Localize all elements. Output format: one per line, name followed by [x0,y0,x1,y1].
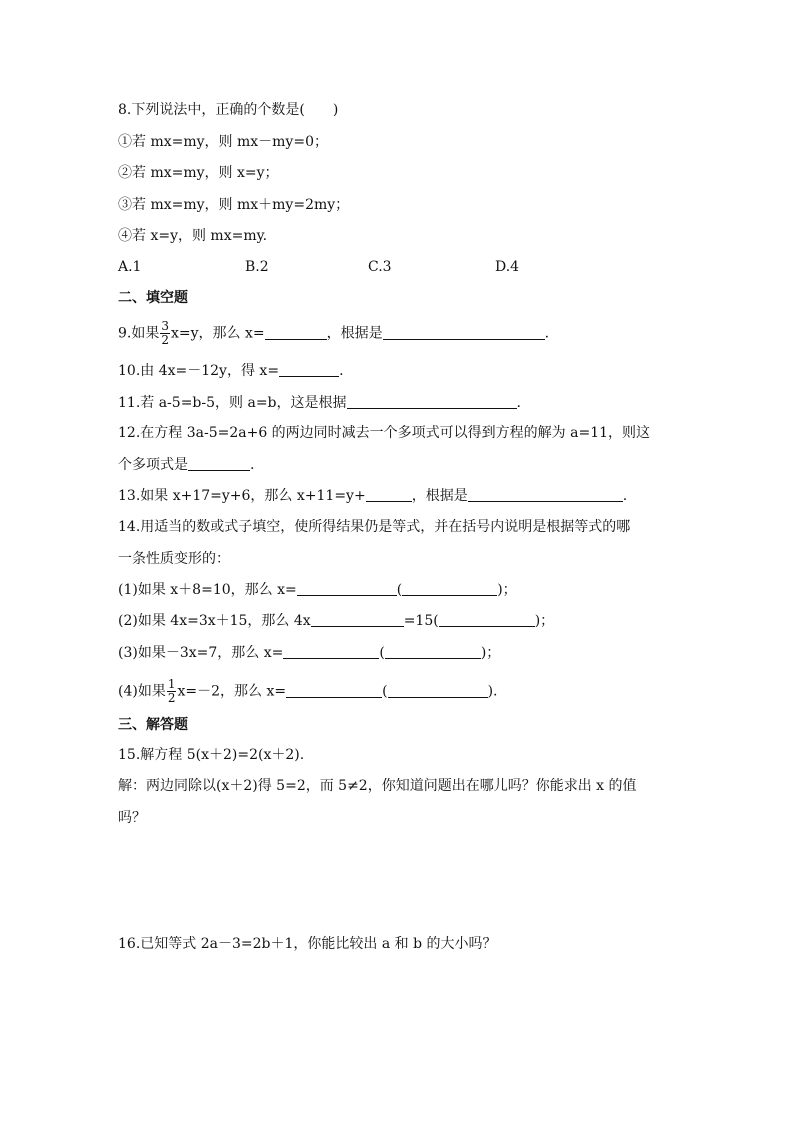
q14-p1-open: ( [396,582,403,598]
q14-p4-mid: x=－2，那么 x= [177,683,287,700]
q12-line-2 [118,457,254,473]
q14-p1-prefix: (1)如果 x＋8=10，那么 x= [118,582,297,598]
q14-p4-fraction [167,678,177,705]
q9-blank-reason[interactable] [383,326,545,340]
q13-end: . [622,488,628,504]
q8-statement-2: ②若 mx=my，则 x=y； [118,165,279,181]
q14-p3-blank-answer[interactable] [283,645,379,659]
q14-p4-open: ( [382,683,388,700]
q14-p4-frac-den: 2 [167,691,176,705]
q13 [118,488,627,504]
q14-p1-blank-reason[interactable] [402,582,497,596]
q8-statement-3: ③若 mx=my，则 mx＋my=2my； [118,197,350,213]
q8-option-d: D.4 [495,259,520,275]
q9 [118,320,549,347]
q9-frac-den: 2 [161,333,169,347]
q9-frac-num: 3 [161,319,169,333]
q16: 16.已知等式 2a－3=2b＋1，你能比较出 a 和 b 的大小吗？ [118,936,497,952]
q12-line-1: 12.在方程 3a-5=2a+6 的两边同时减去一个多项式可以得到方程的解为 a=11，则这 [118,425,651,441]
q13-blank-reason[interactable] [468,488,623,502]
q11 [118,395,521,411]
q14-line-1: 14.用适当的数或式子填空，使所得结果仍是等式，并在括号内说明是根据等式的哪 [118,519,631,535]
q12-text: 个多项式是 [118,457,188,473]
section-answer-title: 三、解答题 [118,717,188,733]
q10-end: . [339,363,344,379]
q14-part-1 [118,582,517,598]
q14-p2-close: )； [534,613,555,629]
q9-fraction [160,320,170,347]
q15-line-2: 吗？ [118,810,146,826]
q9-prefix: 9.如果 [118,325,160,342]
q14-p2-mid: =15( [403,613,439,629]
q14-p1-blank-answer[interactable] [297,582,397,596]
q14-p2-prefix: (2)如果 4x=3x＋15，那么 4x [118,613,311,629]
q14-p3-close: )； [480,645,501,661]
q8-option-b: B.2 [245,259,269,275]
q11-end: . [516,395,521,411]
q9-mid2: ，根据是 [326,325,383,342]
q12-end: . [250,457,255,473]
q10-blank[interactable] [279,363,339,377]
q8-statement-1: ①若 mx=my，则 mx－my=0； [118,134,328,150]
q14-part-3 [118,645,500,661]
q14-p3-blank-reason[interactable] [385,645,481,659]
q8-options [118,259,538,275]
q14-p3-prefix: (3)如果－3x=7，那么 x= [118,645,284,661]
q11-text: 11.若 a-5=b-5，则 a=b，这是根据 [118,395,347,411]
q14-p4-blank-reason[interactable] [388,684,488,698]
q15-line-1: 解：两边同除以(x＋2)得 5=2，而 5≠2，你知道问题出在哪儿吗？你能求出 x 的值 [118,778,637,794]
q14-part-2 [118,613,554,629]
q14-p4-blank-answer[interactable] [286,684,382,698]
q8-option-a: A.1 [118,259,142,275]
section-fill-blank-title: 二、填空题 [118,290,188,306]
q9-blank-x[interactable] [265,326,327,340]
q14-p2-blank-reason[interactable] [439,613,535,627]
q14-line-2: 一条性质变形的： [118,551,230,567]
q10-text: 10.由 4x=－12y，得 x= [118,363,280,379]
q14-part-4 [118,678,497,705]
q10 [118,363,344,379]
q11-blank[interactable] [347,395,517,409]
q14-p1-close: )； [497,582,517,598]
q8-stem: 8.下列说法中，正确的个数是( ) [118,102,339,118]
q9-mid: x=y，那么 x= [171,325,265,342]
q14-p4-close: ). [487,683,498,700]
q8-option-c: C.3 [368,259,392,275]
q14-p4-prefix: (4)如果 [118,683,166,700]
q13-blank-expr[interactable] [366,488,412,502]
q13-text: 13.如果 x+17=y+6，那么 x+11=y+ [118,488,366,504]
q12-blank[interactable] [188,457,250,471]
q13-mid: ，根据是 [411,488,468,504]
q15-stem: 15.解方程 5(x＋2)=2(x＋2). [118,747,305,763]
q14-p3-open: ( [379,645,385,661]
q9-end: . [544,325,550,342]
q14-p2-blank-answer[interactable] [311,613,404,627]
q14-p4-frac-num: 1 [167,677,176,691]
q8-statement-4: ④若 x=y，则 mx=my. [118,228,268,244]
